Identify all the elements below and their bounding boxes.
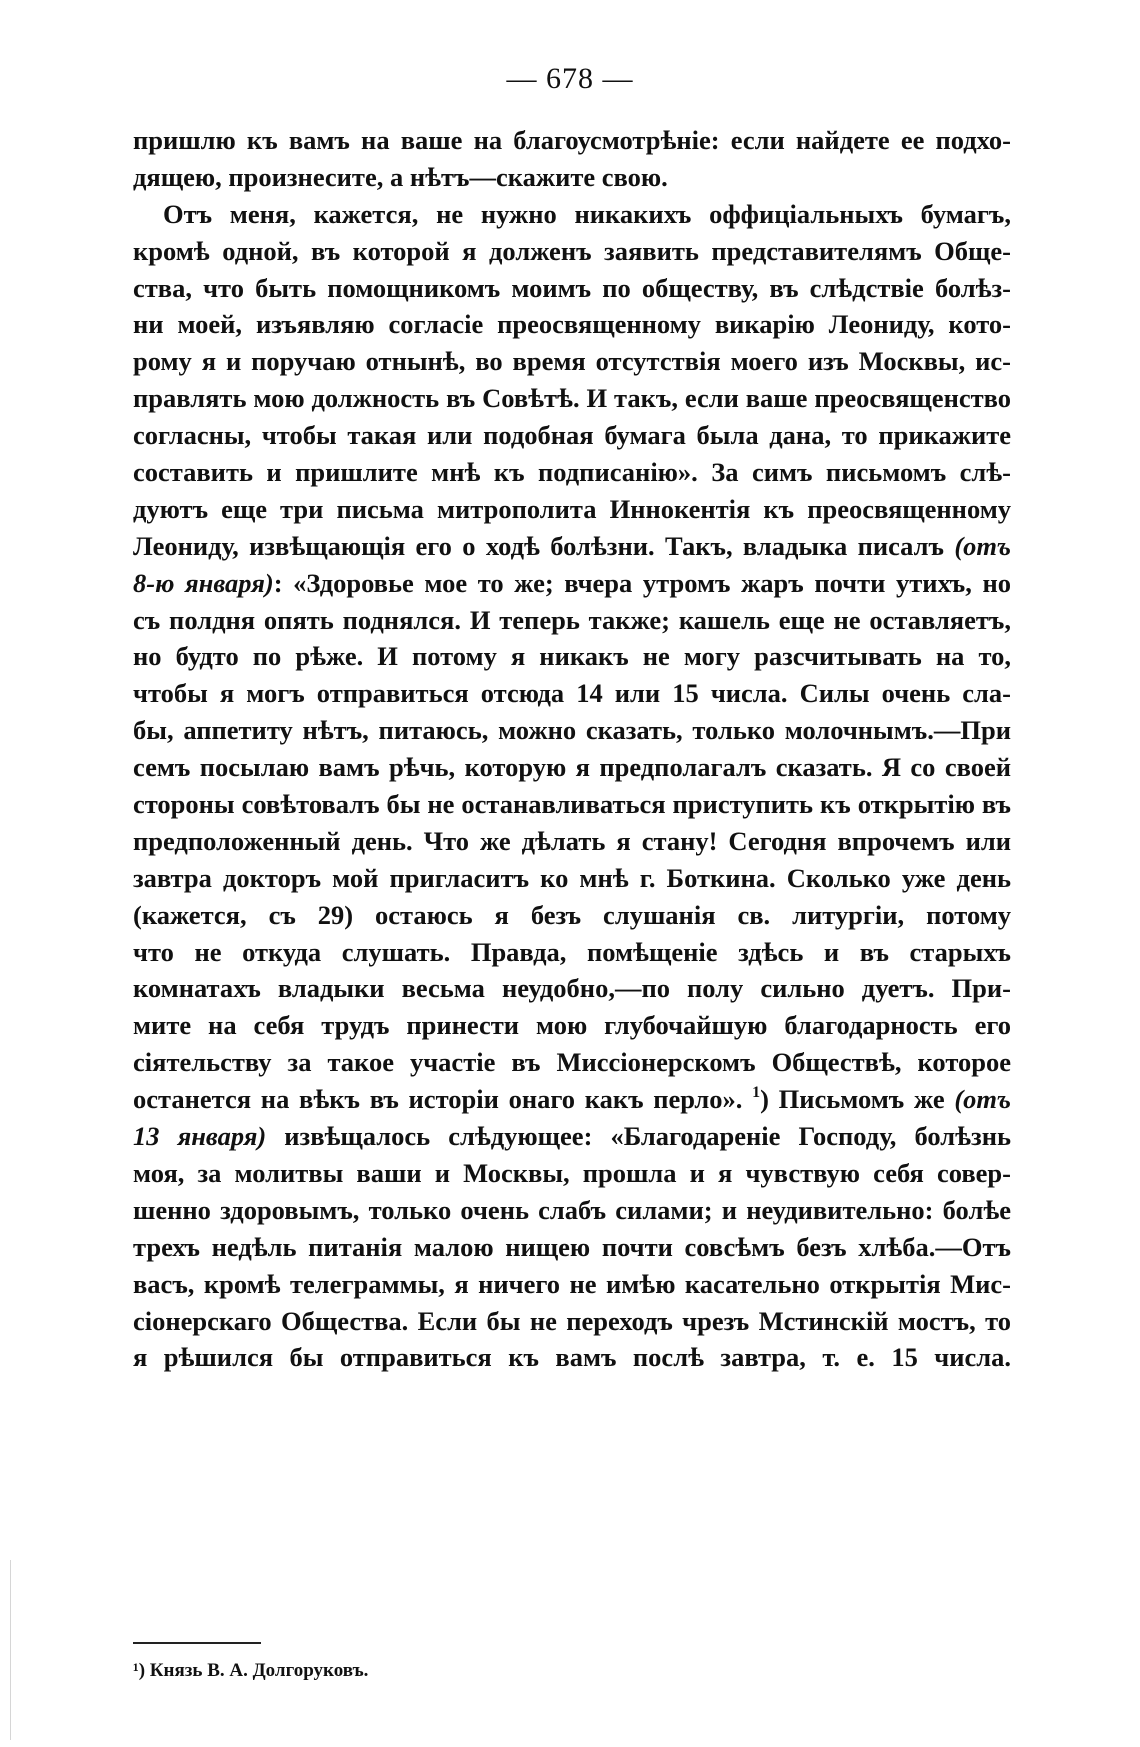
text-line	[133, 491, 1011, 528]
text-line	[133, 1081, 1011, 1118]
text-line	[133, 970, 1011, 1007]
text-segment: я рѣшился бы отправиться къ вамъ послѣ завтра, т. е. 15 числа.	[133, 1342, 1011, 1373]
text-line	[133, 1192, 1011, 1229]
text-segment: правлять мою должность въ Совѣтѣ. И такъ, если ваше преосвященство	[133, 383, 1011, 414]
text-segment: (кажется, съ 29) остаюсь я безъ слушанія св. литургіи, потому	[133, 899, 1011, 930]
text-line	[133, 380, 1011, 417]
text-segment: извѣщалось слѣдующее: «Благодареніе Господу, болѣзнь	[266, 1121, 1011, 1152]
text-segment: рому я и поручаю отнынѣ, во время отсутствія моего изъ Москвы, ис-	[133, 346, 1011, 377]
text-segment: трехъ недѣль питанія малою нищею почти совсѣмъ безъ хлѣба.—Отъ	[133, 1231, 1011, 1262]
text-segment: чтобы я могъ отправиться отсюда 14 или 15 числа. Силы очень сла-	[133, 678, 1011, 709]
footnote: ¹) Князь В. А. Долгоруковъ.	[133, 1660, 369, 1681]
text-line	[133, 565, 1011, 602]
text-line	[133, 196, 1011, 233]
text-segment: предположенный день. Что же дѣлать я стану! Сегодня впрочемъ или	[133, 825, 1011, 856]
text-line	[133, 786, 1011, 823]
text-line	[133, 712, 1011, 749]
text-segment: сіятельству за такое участіе въ Миссіонерскомъ Обществѣ, которое	[133, 1047, 1011, 1078]
text-segment: дуютъ еще три письма митрополита Иннокентія къ преосвященному	[133, 493, 1011, 524]
footnote-divider	[133, 1642, 261, 1644]
text-line	[133, 1303, 1011, 1340]
text-segment: пришлю къ вамъ на ваше на благоусмотрѣніе: если найдете ее подхо-	[133, 125, 1011, 155]
text-segment: Леониду, извѣщающія его о ходѣ болѣзни. Такъ, владыка писалъ	[133, 530, 955, 561]
text-line	[133, 343, 1011, 380]
scan-edge-mark	[10, 1560, 11, 1740]
text-line	[133, 122, 1011, 159]
text-segment: завтра докторъ мой пригласитъ ко мнѣ г. Боткина. Сколько уже день	[133, 862, 1011, 893]
text-segment: составить и пришлите мнѣ къ подписанію». За симъ письмомъ слѣ-	[133, 457, 1011, 488]
text-segment: шенно здоровымъ, только очень слабъ силами; и неудивительно: болѣе	[133, 1194, 1011, 1225]
body-text	[133, 122, 1011, 1376]
text-line	[133, 638, 1011, 675]
text-segment: семъ посылаю вамъ рѣчь, которую я предполагалъ сказать. Я со своей	[133, 752, 1011, 783]
text-line	[133, 749, 1011, 786]
italic-text: (отъ	[954, 530, 1011, 561]
text-segment: ства, что быть помощникомъ моимъ по обществу, въ слѣдствіе болѣз-	[133, 272, 1011, 303]
text-line	[133, 1229, 1011, 1266]
page-number: — 678 —	[506, 62, 634, 95]
text-segment: кромѣ одной, въ которой я долженъ заявить представителямъ Обще-	[133, 235, 1011, 266]
text-segment: дящею, произнесите, а нѣтъ—скажите свою.	[133, 161, 668, 192]
text-segment: ни моей, изъявляю согласіе преосвященному викарію Леониду, кото-	[133, 309, 1011, 340]
italic-text: 13 января)	[133, 1121, 267, 1152]
footnote-reference: 1	[752, 1084, 761, 1102]
text-line	[133, 1118, 1011, 1155]
text-line	[133, 1007, 1011, 1044]
text-line	[133, 823, 1011, 860]
text-line	[133, 860, 1011, 897]
text-line	[133, 270, 1011, 307]
text-segment: согласны, чтобы такая или подобная бумага была дана, то прикажите	[133, 420, 1011, 451]
italic-text: (отъ	[954, 1084, 1011, 1115]
text-segment: бы, аппетиту нѣтъ, питаюсь, можно сказать, только молочнымъ.—При	[133, 715, 1011, 746]
text-segment: : «Здоровье мое то же; вчера утромъ жаръ почти утихъ, но	[273, 567, 1011, 598]
text-line	[133, 233, 1011, 270]
text-line	[133, 675, 1011, 712]
text-line	[133, 602, 1011, 639]
text-segment: ) Письмомъ же	[760, 1084, 955, 1115]
text-segment: комнатахъ владыки весьма неудобно,—по полу сильно дуетъ. При-	[133, 973, 1011, 1004]
text-segment: что не откуда слушать. Правда, помѣщеніе здѣсь и въ старыхъ	[133, 936, 1011, 967]
text-line	[133, 417, 1011, 454]
text-line	[133, 454, 1011, 491]
text-segment: моя, за молитвы ваши и Москвы, прошла и я чувствую себя совер-	[133, 1157, 1011, 1188]
text-segment: останется на вѣкъ въ исторіи онаго какъ перло».	[133, 1084, 753, 1115]
text-segment: стороны совѣтовалъ бы не останавливаться приступить къ открытію въ	[133, 789, 1011, 820]
text-segment: мите на себя трудъ принести мою глубочайшую благодарность его	[133, 1010, 1011, 1041]
text-line	[133, 1266, 1011, 1303]
text-segment: васъ, кромѣ телеграммы, я ничего не имѣю касательно открытія Мис-	[133, 1268, 1011, 1299]
text-segment: Отъ меня, кажется, не нужно никакихъ оффиціальныхъ бумагъ,	[163, 198, 1011, 229]
text-line	[133, 1339, 1011, 1376]
text-segment: съ полдня опять поднялся. И теперь также; кашель еще не оставляетъ,	[133, 604, 1011, 635]
text-segment: но будто по рѣже. И потому я никакъ не могу разсчитывать на то,	[133, 641, 1011, 672]
text-line	[133, 159, 1011, 196]
text-line	[133, 1155, 1011, 1192]
text-segment: сіонерскаго Общества. Если бы не переходъ чрезъ Мстинскій мостъ, то	[133, 1305, 1011, 1336]
text-line	[133, 306, 1011, 343]
text-line	[133, 934, 1011, 971]
italic-text: 8-ю января)	[133, 567, 274, 598]
text-line	[133, 1044, 1011, 1081]
text-line	[133, 528, 1011, 565]
text-line	[133, 897, 1011, 934]
